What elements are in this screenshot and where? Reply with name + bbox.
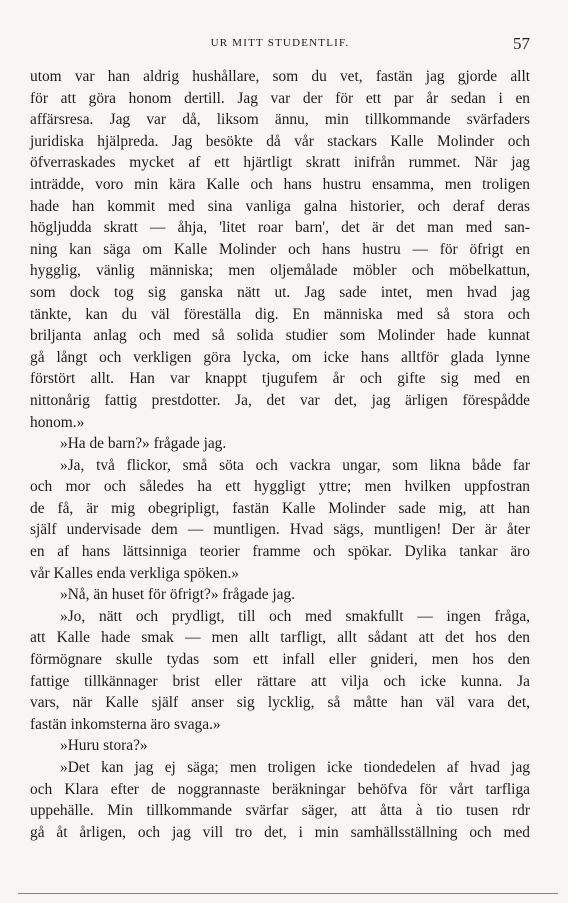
text-line: fattige tillkännager brist eller rättare att vilja och icke kunna. Ja: [30, 672, 530, 690]
text-line: nittonårig fattig prestdotter. Ja, det var det, jag ärligen förespådde: [30, 391, 530, 409]
text-line: hade han kommit med sina vanliga galna historier, och deraf deras: [30, 197, 530, 215]
text-line: honom.»: [30, 413, 85, 431]
page-bottom-edge: [18, 893, 558, 894]
text-line: fastän inkomsterna äro svaga.»: [30, 715, 221, 733]
text-line: de få, är mig obegripligt, fastän Kalle Molinder sade mig, att han: [30, 499, 530, 517]
page-number: 57: [513, 34, 530, 53]
text-line: briljanta anlag och med så solida studier som Molinder hade kunnat: [30, 327, 530, 345]
body-text: [30, 66, 530, 843]
text-line: tänkte, kan du väl föreställa dig. En människa med så stora och: [30, 305, 530, 323]
text-line: »Ha de barn?» frågade jag.: [60, 435, 227, 453]
text-line: uppehälle. Min tillkommande svärfar säger, att åtta à tio tusen rdr: [30, 802, 530, 820]
text-line: hygglig, vänlig människa; men oljemålade möbler och möbelkattun,: [30, 262, 530, 280]
running-title: UR MITT STUDENTLIF.: [210, 37, 350, 49]
text-line: affärsresa. Jag var då, liksom ännu, min tillkommande svärfaders: [30, 111, 530, 129]
text-line: och mor och således ha ett hyggligt yttre; men hvilken uppfostran: [30, 478, 530, 496]
text-line: »Huru stora?»: [60, 737, 148, 755]
text-line: som dock tog sig ganska nätt ut. Jag sade intet, men hvad jag: [30, 283, 530, 301]
text-line: gå långt och verkligen göra lycka, om icke hans alltför glada lynne: [30, 348, 530, 366]
text-line: inträdde, voro min kära Kalle och hans hustru ensamma, men troligen: [30, 175, 530, 193]
text-line: gå åt årligen, och jag vill tro det, i min samhällsställning och med: [30, 823, 530, 841]
text-line: »Jo, nätt och prydligt, till och med smakfullt — ingen fråga,: [60, 607, 530, 625]
text-line: utom var han aldrig hushållare, som du vet, fastän jag gjorde allt: [30, 68, 530, 85]
text-line: ning kan säga om Kalle Molinder och hans hustru — för öfrigt en: [30, 240, 530, 258]
text-line: själf undervisade dem — muntligen. Hvad sägs, muntligen! Der är åter: [30, 521, 530, 539]
text-line: för att göra honom dertill. Jag var der för ett par år sedan i en: [30, 89, 530, 107]
text-line: förstört allt. Han var knappt tjugufem år och gifte sig med en: [30, 370, 530, 388]
text-line: »Ja, två flickor, små söta och vackra ungar, som likna både far: [60, 456, 530, 474]
text-line: en af hans lättsinniga teorier framme och spökar. Dylika tankar äro: [30, 543, 530, 561]
text-line: juridiska hjälpreda. Jag besökte då vår stackars Kalle Molinder och: [30, 132, 530, 150]
text-line: »Det kan jag ej säga; men troligen icke tiondedelen af hvad jag: [60, 759, 530, 776]
page-header: [30, 34, 530, 54]
text-line: förmögnare skulle tydas som ett infall eller gnideri, men hos den: [30, 651, 530, 669]
text-line: öfverraskades mycket af ett hjärtligt skratt inifrån rummet. När jag: [30, 154, 530, 172]
text-line: och Klara efter de noggrannaste beräkningar behöfva för vårt tarfliga: [30, 780, 530, 798]
text-line: »Nå, än huset för öfrigt?» frågade jag.: [60, 586, 296, 604]
text-line: vår Kalles enda verkliga spöken.»: [30, 564, 239, 582]
text-line: högljudda skratt — åhja, 'litet roar barn', det är det man med san-: [30, 219, 530, 237]
text-line: att Kalle hade smak — men allt tarfligt, allt sådant att det hos den: [30, 629, 530, 647]
text-line: vars, när Kalle själf anser sig lycklig, så måtte han väl vara det,: [30, 694, 530, 712]
